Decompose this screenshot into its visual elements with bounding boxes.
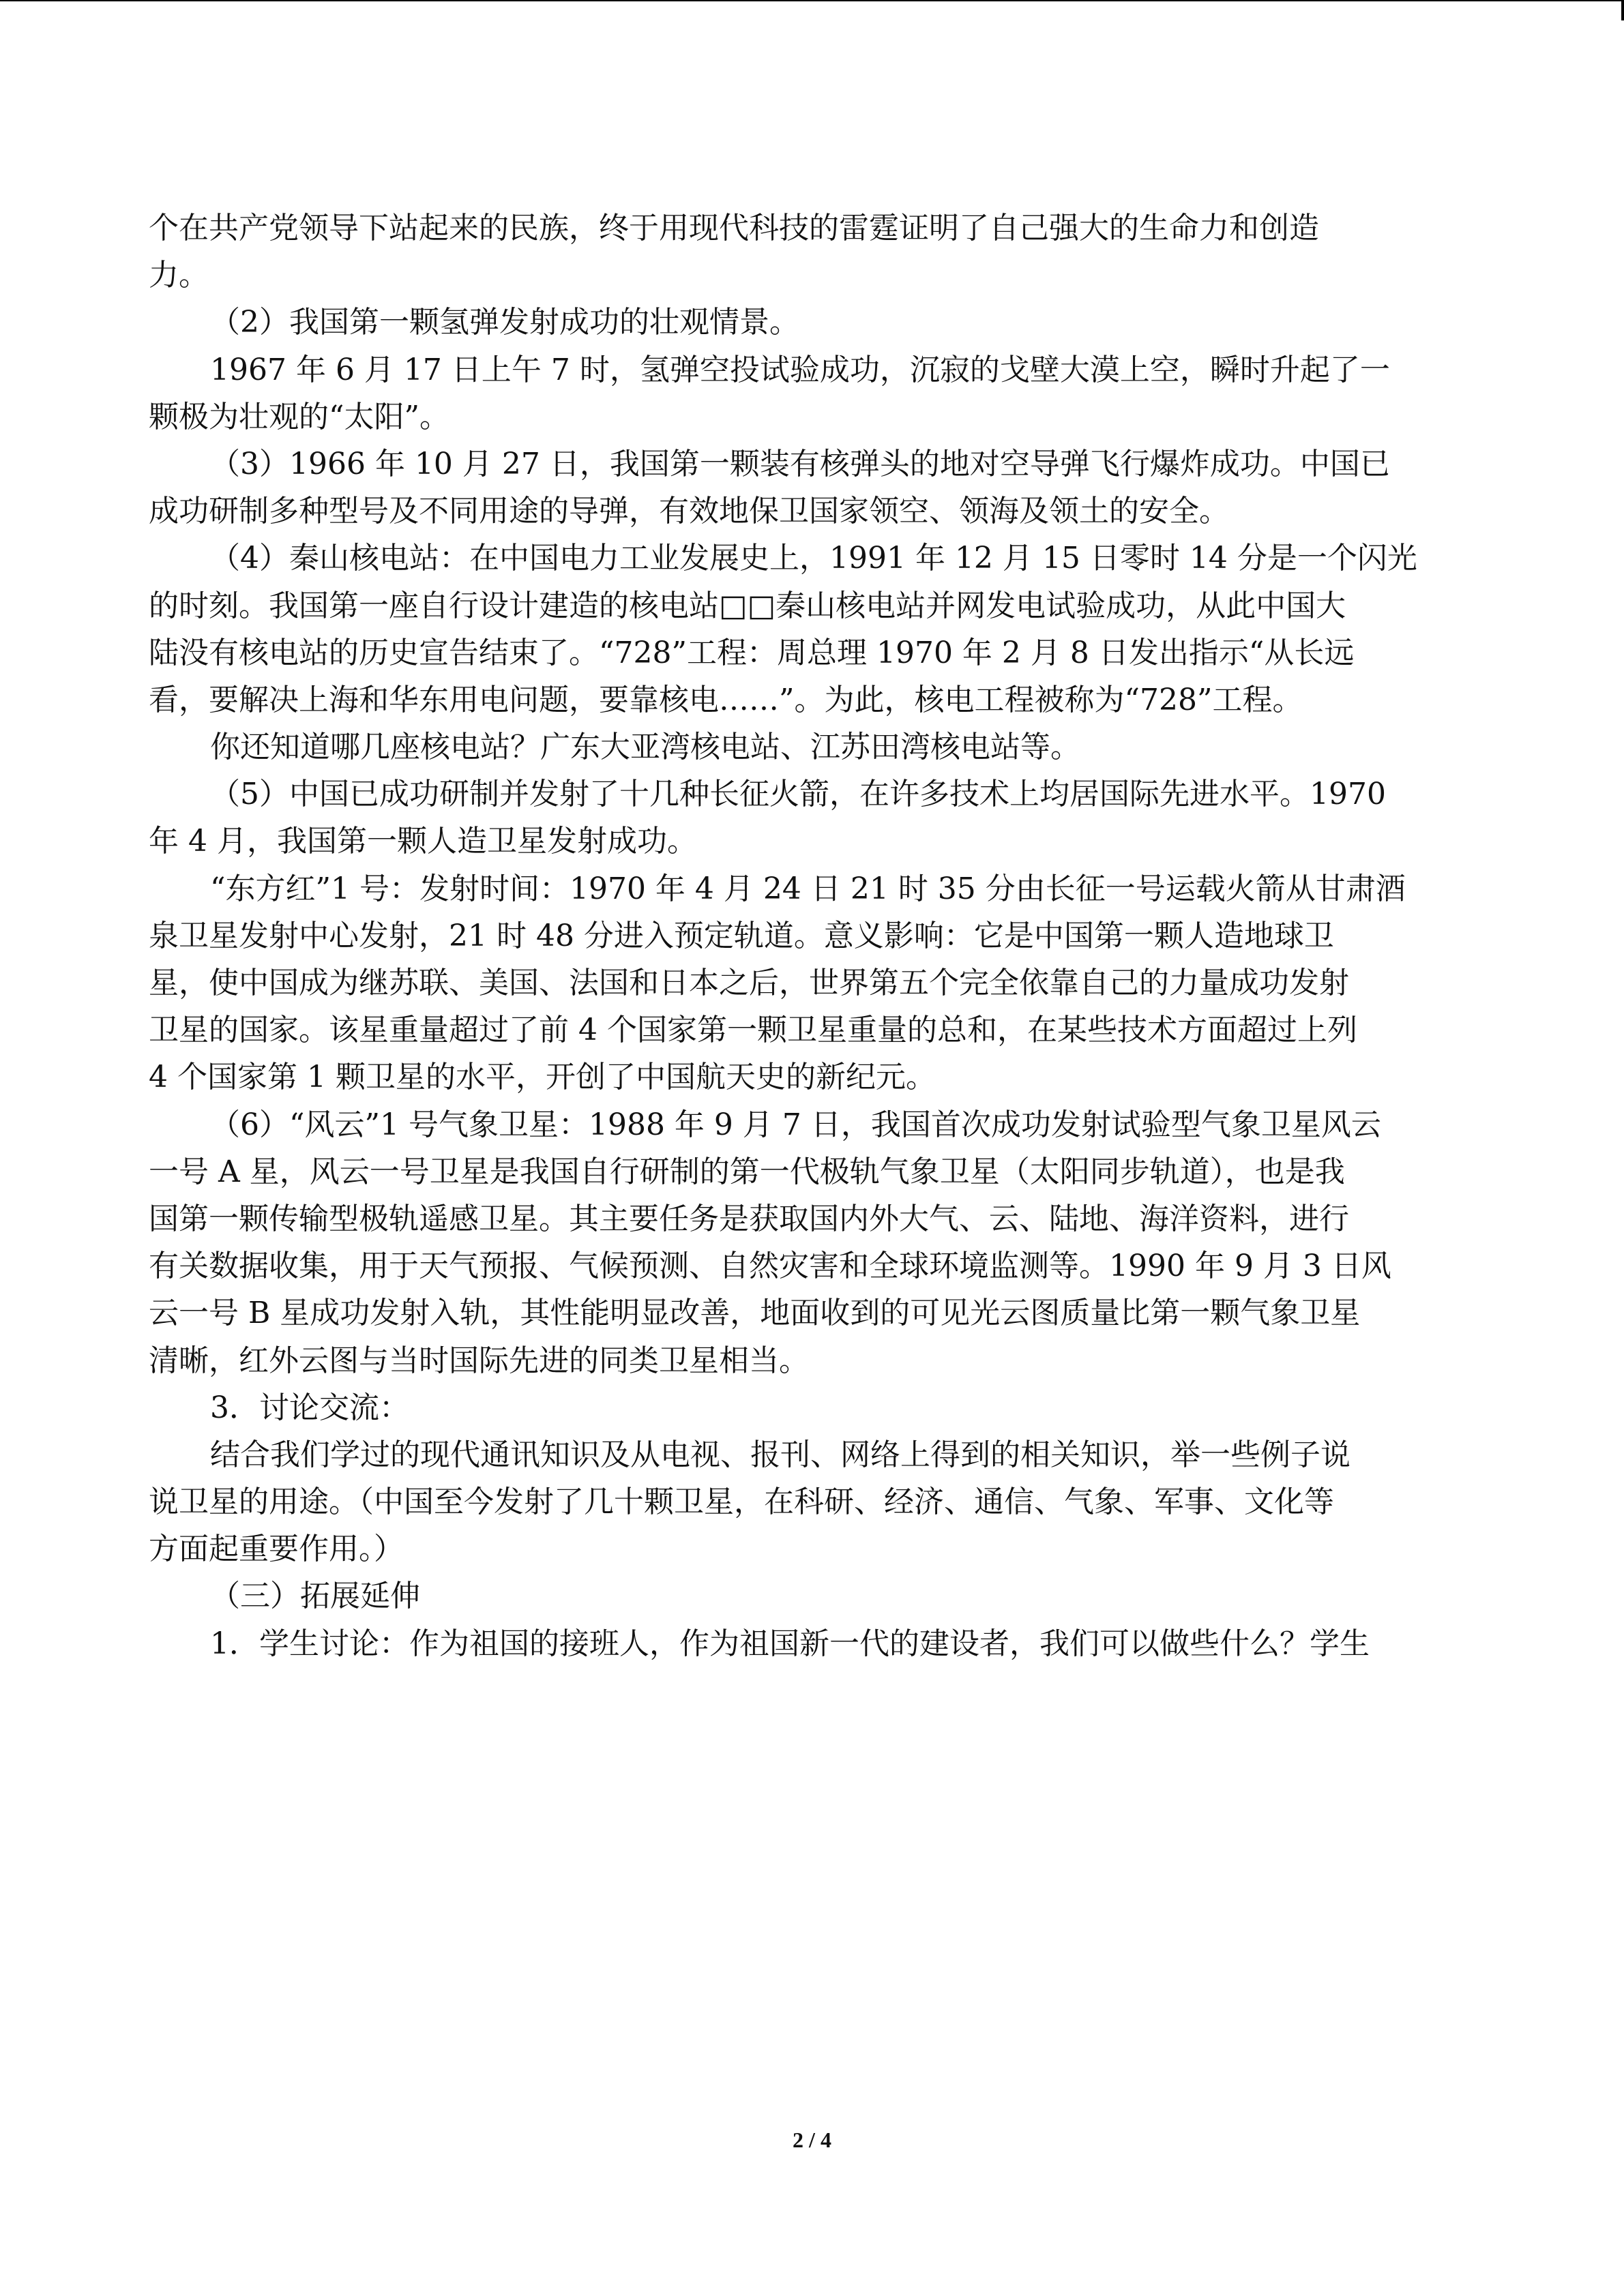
text-line: 泉卫星发射中心发射，21 时 48 分进入预定轨道。意义影响：它是中国第一颗人造地球卫 <box>149 918 1334 953</box>
text-line: 个在共产党领导下站起来的民族，终于用现代科技的雷霆证明了自己强大的生命力和创造 <box>149 211 1319 245</box>
text-line: 年 4 月，我国第一颗人造卫星发射成功。 <box>149 824 697 859</box>
text-line: 4 个国家第 1 颗卫星的水平，开创了中国航天史的新纪元。 <box>149 1060 936 1095</box>
text-line: 你还知道哪几座核电站？广东大亚湾核电站、江苏田湾核电站等。 <box>210 730 1080 765</box>
text-line: 说卫星的用途。（中国至今发射了几十颗卫星，在科研、经济、通信、气象、军事、文化等 <box>149 1485 1334 1520</box>
text-line: 方面起重要作用。） <box>149 1532 404 1567</box>
text-line: 3．讨论交流： <box>210 1390 409 1425</box>
text-line: 的时刻。我国第一座自行设计建造的核电站□□秦山核电站并网发电试验成功，从此中国大 <box>149 588 1346 623</box>
text-line: 颗极为壮观的“太阳”。 <box>149 399 449 434</box>
text-line: 结合我们学过的现代通讯知识及从电视、报刊、网络上得到的相关知识，举一些例子说 <box>210 1437 1350 1472</box>
text-line: 陆没有核电站的历史宣告结束了。“728”工程：周总理 1970 年 2 月 8 日发出指示“从长远 <box>149 635 1355 670</box>
text-line: 成功研制多种型号及不同用途的导弹，有效地保卫国家领空、领海及领土的安全。 <box>149 494 1229 529</box>
text-line: 1．学生讨论：作为祖国的接班人，作为祖国新一代的建设者，我们可以做些什么？学生 <box>210 1626 1370 1661</box>
text-line: 1967 年 6 月 17 日上午 7 时，氢弹空投试验成功，沉寂的戈壁大漠上空，瞬时升起了一 <box>210 352 1390 387</box>
text-line: 星，使中国成为继苏联、美国、法国和日本之后，世界第五个完全依靠自己的力量成功发射 <box>149 966 1349 1000</box>
text-line: “东方红”1 号：发射时间：1970 年 4 月 24 日 21 时 35 分由长征一号运载火箭从甘肃酒 <box>210 871 1406 906</box>
text-line: 力。 <box>149 258 209 293</box>
top-border-line <box>0 0 1624 1</box>
text-line: 清晰，红外云图与当时国际先进的同类卫星相当。 <box>149 1343 809 1378</box>
text-line: （2）我国第一颗氢弹发射成功的壮观情景。 <box>210 305 799 340</box>
text-line: （3）1966 年 10 月 27 日，我国第一颗装有核弹头的地对空导弹飞行爆炸成功。中国已 <box>210 446 1390 481</box>
text-line: 卫星的国家。该星重量超过了前 4 个国家第一颗卫星重量的总和，在某些技术方面超过上列 <box>149 1013 1357 1048</box>
text-line: 国第一颗传输型极轨遥感卫星。其主要任务是获取国内外大气、云、陆地、海洋资料，进行 <box>149 1201 1349 1236</box>
text-line: 云一号 B 星成功发射入轨，其性能明显改善，地面收到的可见光云图质量比第一颗气象卫星 <box>149 1296 1361 1331</box>
text-line: （三）拓展延伸 <box>210 1579 420 1614</box>
text-line: （6）“风云”1 号气象卫星：1988 年 9 月 7 日，我国首次成功发射试验型气象卫星风云 <box>210 1107 1381 1142</box>
page-number: 2 / 4 <box>793 2128 831 2152</box>
body-text <box>149 205 1479 1667</box>
top-right-corner-mark <box>1621 0 1624 20</box>
text-line: （4）秦山核电站：在中国电力工业发展史上，1991 年 12 月 15 日零时 14 分是一个闪光 <box>210 541 1417 576</box>
text-line: 有关数据收集，用于天气预报、气候预测、自然灾害和全球环境监测等。1990 年 9 月 3 日风 <box>149 1249 1391 1284</box>
text-line: 看，要解决上海和华东用电问题，要靠核电……”。为此，核电工程被称为“728”工程。 <box>149 682 1303 717</box>
text-line: 一号 A 星，风云一号卫星是我国自行研制的第一代极轨气象卫星（太阳同步轨道），也是我 <box>149 1154 1345 1189</box>
text-line: （5）中国已成功研制并发射了十几种长征火箭，在许多技术上均居国际先进水平。1970 <box>210 777 1386 812</box>
